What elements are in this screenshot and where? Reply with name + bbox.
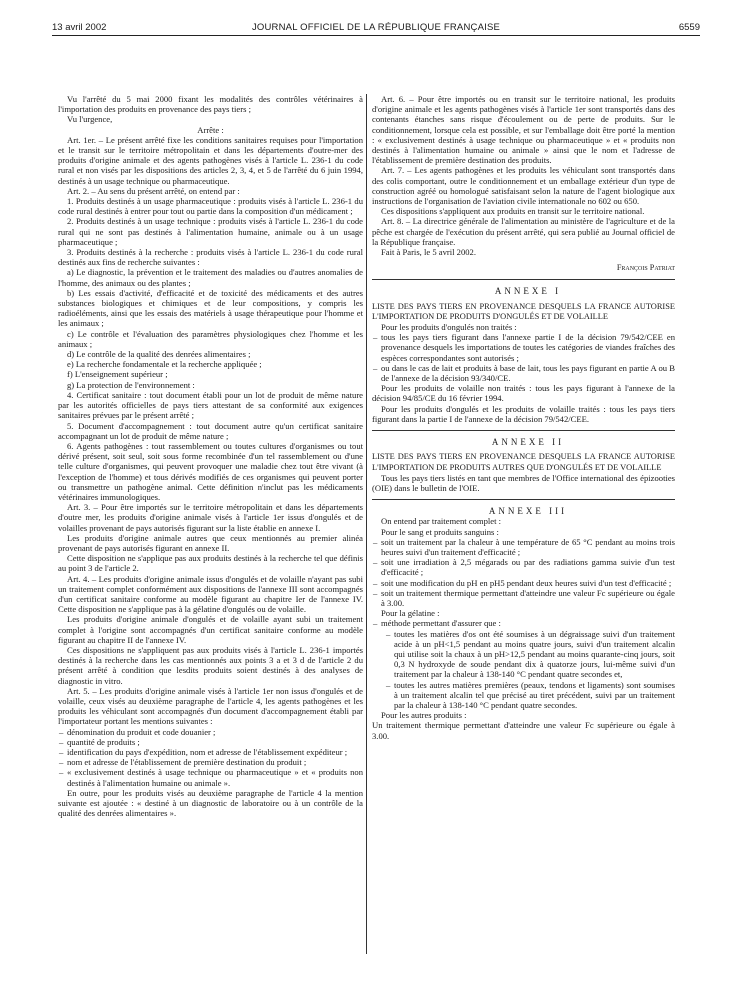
annex-3-list bbox=[372, 537, 675, 608]
signing-date: Fait à Paris, le 5 avril 2002. bbox=[381, 247, 476, 258]
paragraph: 6. Agents pathogènes : tout rassemblement ou toutes cultures d'organismes ou tout dérivé présent, soit seul, soit sous forme recombinée d'un tel rassemblement ou d'une telle culture d'organismes, qui peuvent provoquer une maladie chez tout être vivant (à l'exception de l'homme) et tous dérivés modifiés de ces organismes qui peuvent porter ou transmettre un pathogène animal. Cette définition n'inclut pas les médicaments vétérinaires immunologiques. bbox=[58, 440, 363, 502]
sub-list-item: – toutes les autres matières premières (peaux, tendons et ligaments) sont soumises à un traitement alcalin tel que précisé au tiret précédent, suivi par un traitement par la chaleur à 138-140 °C pendant quatre secondes. bbox=[372, 680, 675, 711]
paragraph: 4. Certificat sanitaire : tout document établi pour un lot de produit de même nature par les autorités officielles de pays tiers attestant de sa conformité aux exigences sanitaires prévues par le présent arrêté ; bbox=[58, 389, 363, 421]
list-item: – « exclusivement destinés à usage technique ou pharmaceutique » et « produits non destinés à l'alimentation humaine ou animale ». bbox=[58, 767, 363, 787]
paragraph: Pour les autres produits : bbox=[381, 710, 467, 721]
article-3: Art. 3. – Pour être importés sur le territoire métropolitain et dans les départements d'outre mer, les produits d'origine animale visés à l'article 1er issus d'ongulés et de volailles provenant de pays autorisés figurant sur la liste établie en annexe I. bbox=[58, 502, 363, 533]
paragraph: Cette disposition ne s'applique pas aux produits destinés à la recherche tel que définis au point 3 de l'article 2. bbox=[58, 553, 363, 574]
annex-1-heading: LISTE DES PAYS TIERS EN PROVENANCE DESQUELS LA FRANCE AUTORISE L'IMPORTATION DE PRODUITS D'ONGULÉS ET DE VOLAILLE bbox=[372, 301, 675, 321]
paragraph: Un traitement thermique permettant d'atteindre une valeur Fc supérieure ou égale à 3.00. bbox=[372, 720, 675, 741]
paragraph: Vu l'urgence, bbox=[67, 114, 113, 125]
paragraph: Ces dispositions ne s'appliquent pas aux produits visés à l'article L. 236-1 importés destinés à la recherche dans les cas mentionnés aux points 3 a et 3 d de l'article 2 du présent arrêté à condition que lesdits produits soient destinés à des analyses de diagnostic in vitro. bbox=[58, 644, 363, 686]
paragraph: En outre, pour les produits visés au deuxième paragraphe de l'article 4 la mention suivante est ajoutée : « destiné à un diagnostic de laboratoire ou à un contrôle de la qualité des denrées alimentaires ». bbox=[58, 787, 363, 819]
header-date: 13 avril 2002 bbox=[52, 22, 107, 33]
paragraph: e) La recherche fondamentale et la recherche appliquée ; bbox=[67, 359, 262, 370]
signature: François Patriat bbox=[616, 263, 675, 273]
journal-title: JOURNAL OFFICIEL DE LA RÉPUBLIQUE FRANÇAISE bbox=[251, 22, 501, 33]
list-item: – soit un traitement thermique permettant d'atteindre une valeur Fc supérieure ou égale à 3.00. bbox=[372, 588, 675, 608]
paragraph: c) Le contrôle et l'évaluation des paramètres physiologiques chez l'homme et les animaux ; bbox=[58, 328, 363, 349]
annex-2-title: ANNEXE II bbox=[491, 437, 565, 448]
paragraph: Ces dispositions s'appliquent aux produits en transit sur le territoire national. bbox=[381, 206, 645, 217]
gelatine-list bbox=[372, 618, 675, 710]
left-column bbox=[58, 94, 363, 818]
article-5: Art. 5. – Les produits d'origine animale visés à l'article 1er non issus d'ongulés et de volaille, ceux visés au deuxième paragraphe de l'article 4, les agents pathogènes et les produits les véhiculant sont accompagnés d'un document d'accompagnement établi par l'importateur portant les mentions suivantes : bbox=[58, 685, 363, 727]
paragraph: Pour la gélatine : bbox=[381, 608, 440, 619]
list-item: – tous les pays tiers figurant dans l'annexe partie I de la décision 79/542/CEE en provenance desquels les importations de toutes les catégories de viandes fraîches des espèces correspondantes sont autorisés ; bbox=[372, 332, 675, 363]
paragraph: d) Le contrôle de la qualité des denrées alimentaires ; bbox=[67, 349, 251, 360]
annex-3-title: ANNEXE III bbox=[488, 506, 568, 517]
paragraph: Pour les produits d'ongulés et les produits de volaille traités : tous les pays tiers figurant dans la partie I de l'annexe de la décision 79/542/CEE. bbox=[372, 403, 675, 424]
page-number: 6559 bbox=[678, 22, 700, 33]
article-1: Art. 1er. – Le présent arrêté fixe les conditions sanitaires requises pour l'importation et le transit sur le territoire métropolitain et dans les départements d'outre-mer des produits d'origine animale et des agents pathogènes visés à l'article L. 236-1 du code rural et non visés par les dispositions des articles 2, 3, 4, et 5 de l'arrêté du 6 juin 1994, destinés à un usage technique ou pharmaceutique. bbox=[58, 134, 363, 186]
paragraph: 1. Produits destinés à un usage pharmaceutique : produits visés à l'article L. 236-1 du code rural destinés à entrer pour tout ou partie dans la composition d'un médicament ; bbox=[58, 196, 363, 217]
article-2: Art. 2. – Au sens du présent arrêté, on entend par : bbox=[67, 185, 240, 196]
arrete-heading: Arrête : bbox=[197, 124, 224, 135]
annex-2-heading: LISTE DES PAYS TIERS EN PROVENANCE DESQUELS LA FRANCE AUTORISE L'IMPORTATION DE PRODUITS AUTRES QUE D'ONGULÉS ET DE VOLAILLE bbox=[372, 452, 675, 472]
paragraph: Pour les produits d'ongulés non traités : bbox=[381, 322, 517, 333]
list-item: – ou dans le cas de lait et produits à base de lait, tous les pays figurant en partie A ou B de l'annexe de la décision 93/340/CE. bbox=[372, 363, 675, 383]
annex-divider bbox=[372, 430, 675, 431]
annex-1-list bbox=[372, 332, 675, 383]
list-item: – nom et adresse de l'établissement de première destination du produit ; bbox=[58, 757, 363, 767]
list-item: – méthode permettant d'assurer que : bbox=[372, 618, 675, 628]
paragraph: Les produits d'origine animale autres que ceux mentionnés au premier alinéa provenant de pays autorisés figurant en annexe II. bbox=[58, 532, 363, 553]
paragraph: Tous les pays tiers listés en tant que membres de l'Office international des épizooties (OIE) dans le bulletin de l'OIE. bbox=[372, 472, 675, 493]
mentions-list bbox=[58, 727, 363, 788]
article-4: Art. 4. – Les produits d'origine animale issus d'ongulés et de volaille n'ayant pas subi un traitement complet conformément aux dispositions de l'annexe III sont accompagnés d'un certificat sanitaire conforme au modèle figurant au chapitre Ier de l'annexe IV. Cette disposition ne s'applique pas à la gélatine d'ongulés ou de volaille. bbox=[58, 573, 363, 615]
sub-list-item: – toutes les matières d'os ont été soumises à un dégraissage suivi d'un traitement acide à un pH<1,5 pendant au moins quatre jours, suivi d'un traitement alcalin qui utilise soit la chaux à un pH>12,5 pendant au moins quarante-cinq jours, soit 0,3 N hydroxyde de soude pendant dix à quatorze jours, lui-même suivi d'un traitement par la chaleur à 138-140 °C pendant quatre secondes et, bbox=[372, 629, 675, 680]
paragraph: 5. Document d'accompagnement : tout document autre qu'un certificat sanitaire accompagnant un lot de produit de même nature ; bbox=[58, 420, 363, 441]
paragraph: 3. Produits destinés à la recherche : produits visés à l'article L. 236-1 du code rural destinés aux fins de recherche suivantes : bbox=[58, 247, 363, 268]
list-item: – soit un traitement par la chaleur à une température de 65 °C pendant au moins trois heures suivi d'un traitement d'efficacité ; bbox=[372, 537, 675, 557]
list-item: – soit une modification du pH en pH5 pendant deux heures suivi d'un test d'efficacité ; bbox=[372, 578, 675, 588]
right-column bbox=[372, 94, 675, 741]
list-item: – quantité de produits ; bbox=[58, 737, 363, 747]
paragraph: b) Les essais d'activité, d'efficacité et de toxicité des médicaments et des autres substances biologiques et chimiques et de leur compositions, y compris les radioéléments, ainsi que les essais des matériels à usage thérapeutique pour l'homme et les animaux ; bbox=[58, 287, 363, 329]
header-rule bbox=[52, 35, 700, 36]
paragraph: f) L'enseignement supérieur ; bbox=[67, 369, 168, 380]
annex-1-title: ANNEXE I bbox=[494, 286, 562, 297]
list-item: – soit une irradiation à 2,5 mégarads ou par des radiations gamma suivie d'un test d'efficacité ; bbox=[372, 557, 675, 577]
list-item: – identification du pays d'expédition, nom et adresse de l'établissement expéditeur ; bbox=[58, 747, 363, 757]
paragraph: Vu l'arrêté du 5 mai 2000 fixant les modalités des contrôles vétérinaires à l'importation des produits en provenance des pays tiers ; bbox=[58, 94, 363, 115]
article-6: Art. 6. – Pour être importés ou en transit sur le territoire national, les produits d'origine animale et les agents pathogènes visés à l'article 1er sont transportés dans des contenants étanches sans risque d'écoulement ou de perte de produits. Sur le conditionnement, lorsque cela est possible, et sur l'emballage doit être porté la mention : « exclusivement destinés à usage technique ou pharmaceutique » et « produits non destinés à l'alimentation humaine ou animale » ainsi que le nom et l'adresse de l'établissement de première destination des produits. bbox=[372, 94, 675, 166]
column-divider bbox=[366, 94, 367, 954]
article-7: Art. 7. – Les agents pathogènes et les produits les véhiculant sont transportés dans des colis comportant, outre le conditionnement et un emballage extérieur d'un type de construction agréé ou homologué satisfaisant selon la nature de l'agent biologique aux instructions de l'organisation de l'aviation civile internationale no 602 ou 650. bbox=[372, 165, 675, 207]
paragraph: Pour le sang et produits sanguins : bbox=[381, 526, 499, 537]
annex-divider bbox=[372, 499, 675, 500]
annex-divider bbox=[372, 279, 675, 280]
paragraph: On entend par traitement complet : bbox=[381, 516, 502, 527]
paragraph: 2. Produits destinés à un usage technique : produits visés à l'article L. 236-1 du code rural qui ne sont pas destinés à l'alimentation humaine, animale ou à un usage pharmaceutique ; bbox=[58, 216, 363, 247]
article-8: Art. 8. – La directrice générale de l'alimentation au ministère de l'agriculture et de la pêche est chargée de l'exécution du présent arrêté, qui sera publié au Journal officiel de la République française. bbox=[372, 216, 675, 247]
page-header bbox=[52, 22, 700, 36]
paragraph: a) Le diagnostic, la prévention et le traitement des maladies ou d'autres anomalies de l'homme, des animaux ou des plantes ; bbox=[58, 267, 363, 288]
paragraph: Pour les produits de volaille non traités : tous les pays figurant à l'annexe de la décision 94/85/CE du 16 février 1994. bbox=[372, 383, 675, 404]
paragraph: g) La protection de l'environnement : bbox=[67, 379, 195, 390]
paragraph: Les produits d'origine animale d'ongulés et de volaille ayant subi un traitement complet à l'origine sont accompagnés d'un certificat sanitaire conforme au modèle figurant au chapitre II de l'annexe IV. bbox=[58, 614, 363, 645]
list-item: – dénomination du produit et code douanier ; bbox=[58, 727, 363, 737]
